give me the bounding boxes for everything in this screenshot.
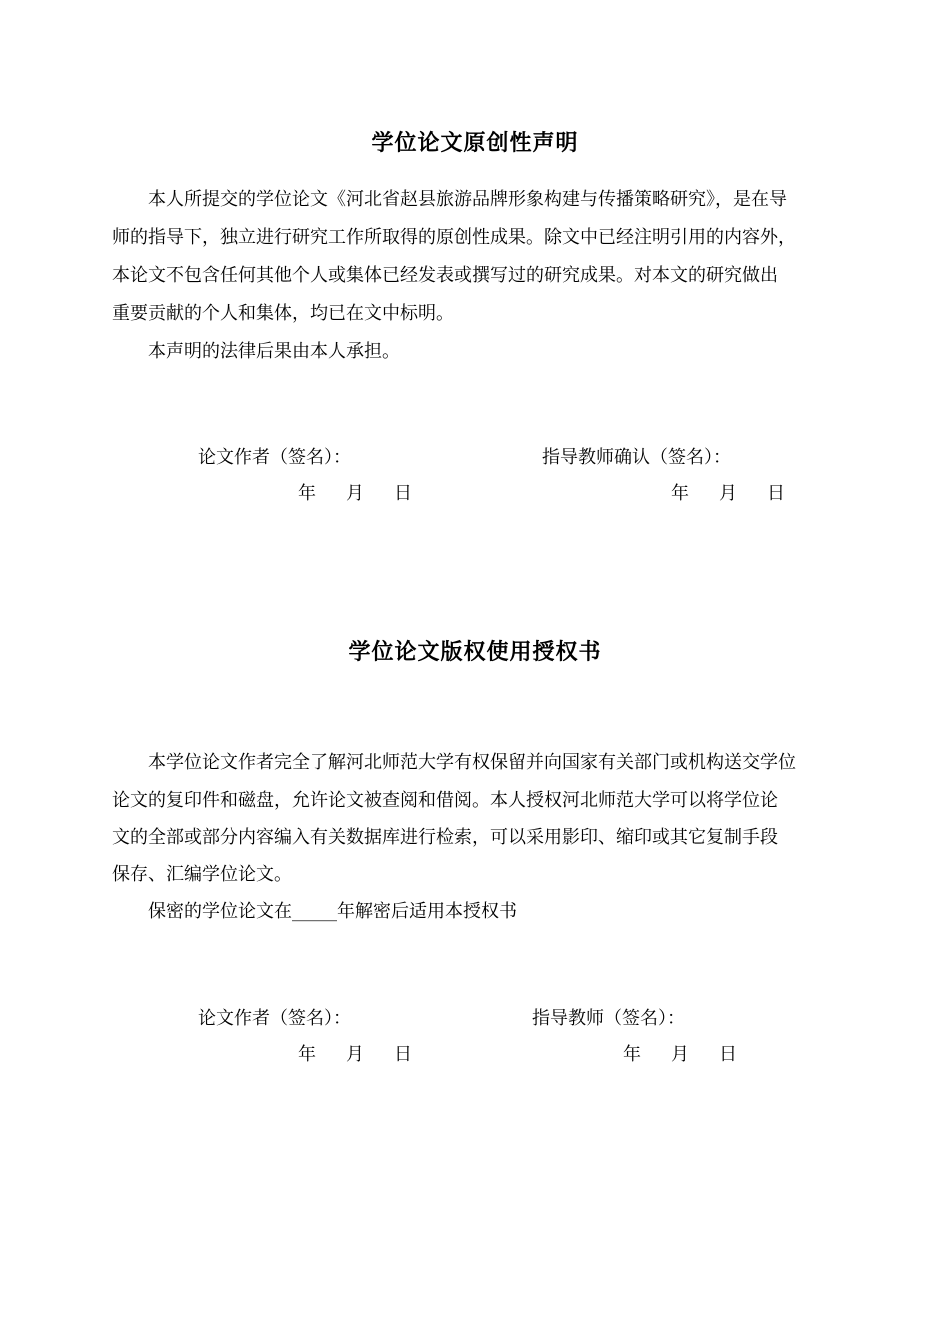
declaration-author-date — [298, 482, 412, 506]
date-year-label: 年 — [298, 483, 316, 504]
date-year-label: 年 — [671, 483, 689, 504]
date-month-label: 月 — [346, 483, 364, 504]
date-month-label: 月 — [346, 1044, 364, 1065]
date-year-label: 年 — [298, 1044, 316, 1065]
declaration-title: 学位论文原创性声明 — [371, 131, 579, 156]
date-year-label: 年 — [623, 1044, 641, 1065]
declaration-line-2: 师的指导下，独立进行研究工作所取得的原创性成果。除文中已经注明引用的内容外， — [112, 227, 796, 248]
declaration-advisor-date — [671, 482, 785, 506]
authorization-advisor-signature-label: 指导教师（签名）： — [532, 1008, 685, 1029]
date-day-label: 日 — [394, 1044, 412, 1065]
authorization-author-date — [298, 1043, 412, 1067]
date-day-label: 日 — [394, 483, 412, 504]
declaration-line-1: 本人所提交的学位论文《河北省赵县旅游品牌形象构建与传播策略研究》，是在导 — [148, 189, 787, 210]
declaration-line-3: 本论文不包含任何其他个人或集体已经发表或撰写过的研究成果。对本文的研究做出 — [112, 265, 778, 286]
date-month-label: 月 — [719, 483, 737, 504]
authorization-advisor-date — [623, 1043, 737, 1067]
declaration-author-signature-label: 论文作者（签名）： — [198, 447, 351, 468]
declaration-line-5: 本声明的法律后果由本人承担。 — [148, 341, 400, 362]
authorization-author-signature-label: 论文作者（签名）： — [198, 1008, 351, 1029]
authorization-line-2: 论文的复印件和磁盘，允许论文被查阅和借阅。本人授权河北师范大学可以将学位论 — [112, 790, 778, 811]
authorization-line-3: 文的全部或部分内容编入有关数据库进行检索，可以采用影印、缩印或其它复制手段 — [112, 827, 778, 848]
declaration-line-4: 重要贡献的个人和集体，均已在文中标明。 — [112, 303, 454, 324]
date-day-label: 日 — [719, 1044, 737, 1065]
authorization-line-4: 保存、汇编学位论文。 — [112, 864, 292, 885]
authorization-line-5: 保密的学位论文在_____年解密后适用本授权书 — [148, 901, 517, 922]
authorization-line-1: 本学位论文作者完全了解河北师范大学有权保留并向国家有关部门或机构送交学位 — [148, 752, 796, 773]
declaration-advisor-signature-label: 指导教师确认（签名）： — [542, 447, 731, 468]
date-month-label: 月 — [671, 1044, 689, 1065]
date-day-label: 日 — [767, 483, 785, 504]
authorization-title: 学位论文版权使用授权书 — [348, 640, 602, 665]
